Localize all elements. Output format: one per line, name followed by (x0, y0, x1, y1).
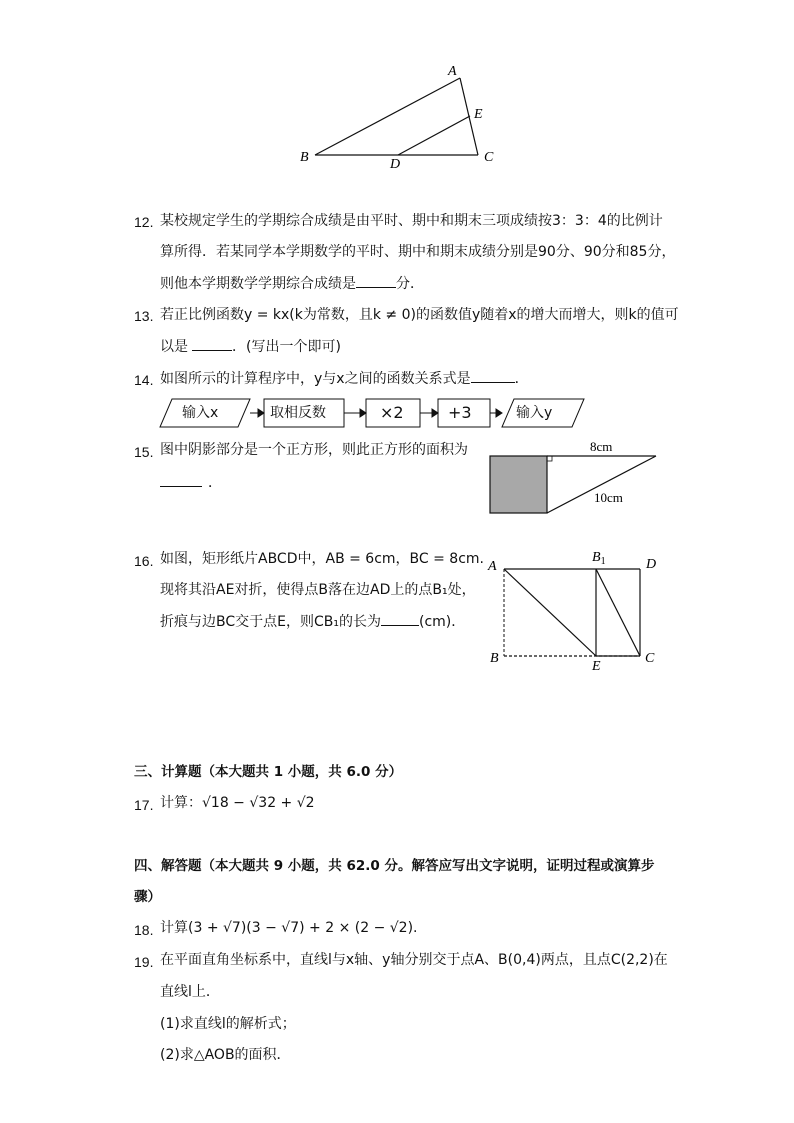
triangle-abc-figure (290, 58, 510, 173)
q12-number: 12. (134, 214, 154, 230)
q12-line3-text: 则他本学期数学学期综合成绩是 (160, 276, 356, 292)
flow-input-x: 输入x (182, 405, 219, 421)
q12-line3 (160, 273, 424, 294)
q17-text: 计算：√18 − √32 + √2 (160, 795, 315, 811)
q13-number: 13. (134, 308, 154, 324)
q16-line3-text: 折痕与边BC交于点E，则CB₁的长为 (160, 614, 381, 630)
q19-sub2: (2)求△AOB的面积． (160, 1047, 291, 1063)
q14-line1-text: 如图所示的计算程序中，y与x之间的函数关系式是 (160, 371, 471, 387)
q16-number: 16. (134, 553, 154, 569)
q12-line3-end: 分． (396, 276, 424, 292)
label-10cm: 10cm (594, 490, 623, 505)
shaded-square (490, 456, 547, 513)
q18-number: 18. (134, 922, 154, 938)
q13-line1: 若正比例函数y = kx(k为常数，且k ≠ 0)的函数值y随着x的增大而增大，则k的值可 (160, 307, 679, 323)
label-b: B (300, 150, 309, 165)
q16-line3-end: (cm)． (418, 614, 466, 630)
label-b1: $B_1$ (592, 550, 606, 567)
flow-plus3: +3 (448, 403, 472, 422)
label-b: B (490, 651, 499, 666)
q12-line1: 某校规定学生的学期综合成绩是由平时、期中和期末三项成绩按3：3：4的比例计 (160, 213, 663, 229)
flow-times2: ×2 (380, 403, 404, 422)
section-4-title-line2: 骤） (134, 889, 161, 905)
q16-line3 (160, 611, 465, 632)
q18-text: 计算(3 + √7)(3 − √7) + 2 × (2 − √2). (160, 920, 418, 936)
q16-line2: 现将其沿AE对折，使得点B落在边AD上的点B₁处， (160, 582, 476, 598)
q14-line1 (160, 368, 529, 389)
label-d: D (390, 157, 401, 172)
label-a: A (488, 559, 497, 574)
q14-number: 14. (134, 372, 154, 388)
q15-line1: 图中阴影部分是一个正方形，则此正方形的面积为 (160, 442, 468, 458)
q15-answer-blank[interactable] (160, 472, 202, 487)
q19-sub1: (1)求直线l的解析式； (160, 1016, 296, 1032)
q14-line1-end: ． (514, 371, 529, 387)
label-c: C (484, 150, 494, 165)
right-angle-mark (547, 456, 552, 461)
q15-square-figure (486, 436, 661, 520)
q15-line2 (160, 472, 222, 493)
flow-negate: 取相反数 (270, 405, 326, 421)
q17-number: 17. (134, 797, 154, 813)
q16-answer-blank[interactable] (381, 611, 419, 626)
flow-output-y: 输入y (516, 405, 553, 421)
q16-line1: 如图，矩形纸片ABCD中，AB = 6cm，BC = 8cm. (160, 551, 485, 567)
label-c: C (645, 651, 655, 666)
label-e: E (592, 659, 601, 674)
q19-line2: 直线l上． (160, 984, 220, 1000)
q19-number: 19. (134, 954, 154, 970)
q13-line2-text: 以是 (160, 339, 188, 355)
label-e: E (474, 107, 483, 122)
section-3-title: 三、计算题（本大题共 1 小题，共 6.0 分） (134, 764, 403, 780)
q15-line2-end: ． (208, 475, 222, 491)
q12-answer-blank[interactable] (356, 273, 396, 288)
q14-answer-blank[interactable] (471, 368, 515, 383)
q13-line2 (160, 336, 341, 357)
label-d: D (646, 557, 657, 572)
q19-line1: 在平面直角坐标系中，直线l与x轴、y轴分别交于点A、B(0,4)两点，且点C(2,2)在 (160, 952, 668, 968)
q12-line2: 算所得．若某同学本学期数学的平时、期中和期末成绩分别是90分、90分和85分， (160, 244, 676, 260)
q13-answer-blank[interactable] (192, 336, 232, 351)
q15-number: 15. (134, 444, 154, 460)
label-8cm: 8cm (590, 439, 613, 454)
section-4-title-line1: 四、解答题（本大题共 9 小题，共 62.0 分。解答应写出文字说明，证明过程或演算步 (134, 858, 655, 874)
q16-rectangle-figure (484, 544, 664, 674)
label-a: A (448, 64, 457, 79)
q13-line2-end: ．(写出一个即可) (232, 339, 341, 355)
